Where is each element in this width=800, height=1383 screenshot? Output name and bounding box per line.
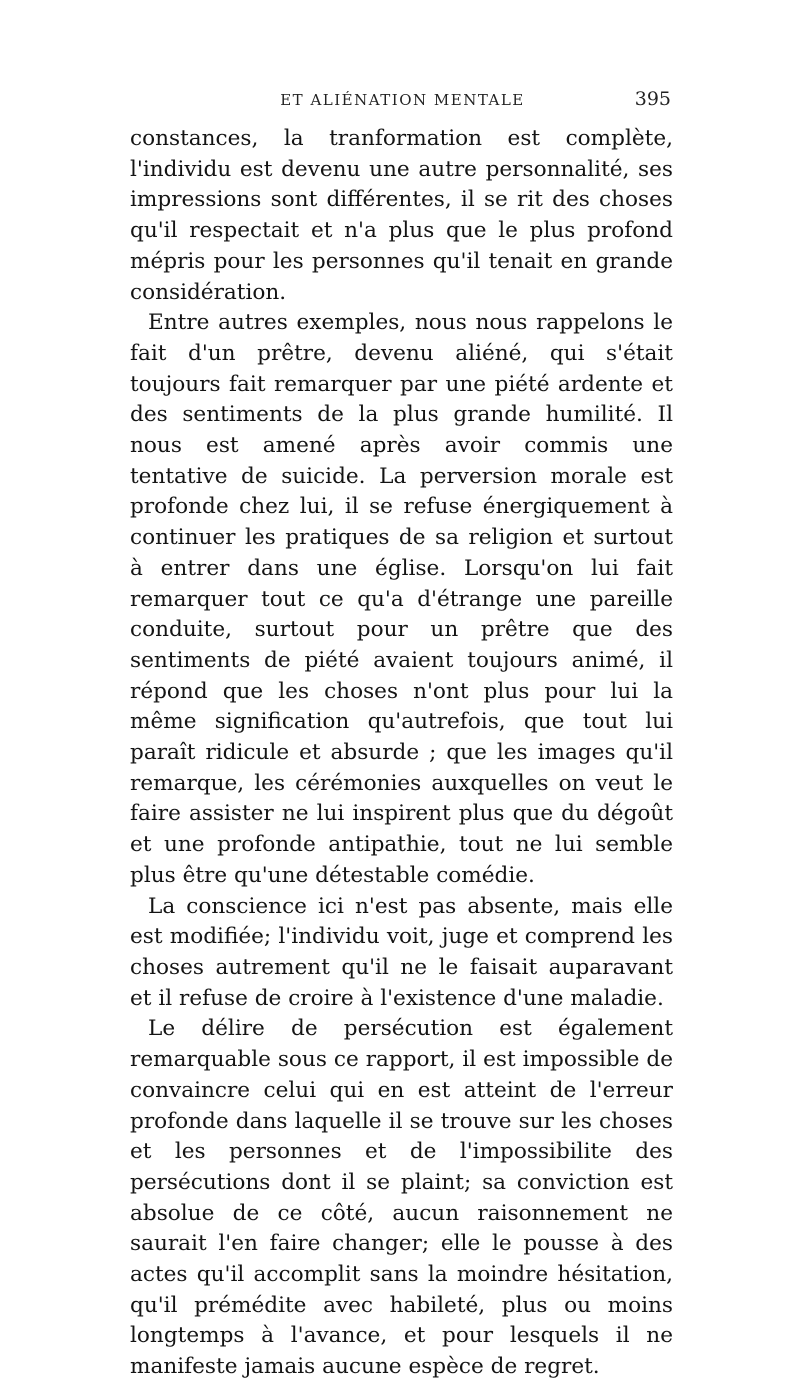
paragraph-priest-example: Entre autres exemples, nous nous rappelons le fait d'un prêtre, devenu aliéné, qui s'était toujours fait remarquer par une piété ardente et des sentiments de la plus grande humilité. Il nous est amené après avoir commis une tentative de suicide. La perversion morale est profonde chez lui, il se refuse énergiquement à continuer les pratiques de sa religion et surtout à entrer dans une église. Lorsqu'on lui fait remarquer tout ce qu'a d'étrange une pareille conduite, surtout pour un prêtre que des sentiments de piété avaient toujours animé, il répond que les choses n'ont plus pour lui la même signification qu'autrefois, que tout lui paraît ridicule et absurde ; que les images qu'il remarque, les cérémonies auxquelles on veut le faire assister ne lui inspirent plus que du dégoût et une profonde antipathie, tout ne lui semble plus être qu'une détestable comédie.	[130, 310, 673, 888]
running-title: ET ALIÉNATION MENTALE	[280, 91, 525, 109]
running-head	[130, 88, 675, 117]
body-text	[130, 124, 673, 1383]
paragraph-conscience: La conscience ici n'est pas absente, mais elle est modifiée; l'individu voit, juge et comprend les choses autrement qu'il ne le faisait auparavant et il refuse de croire à l'existence d'une maladie.	[130, 893, 673, 1011]
paragraph-continuation: constances, la tranformation est complète, l'individu est devenu une autre personnalité, ses impressions sont différentes, il se rit des choses qu'il respectait et n'a plus que le plus profond mépris pour les personnes qu'il tenait en grande considération.	[130, 126, 673, 305]
paragraph-persecution-delusion: Le délire de persécution est également remarquable sous ce rapport, il est impossible de convaincre celui qui en est atteint de l'erreur profonde dans laquelle il se trouve sur les choses et les personnes et de l'impossibilite des persécutions dont il se plaint; sa conviction est absolue de ce côté, aucun raisonnement ne saurait l'en faire changer; elle le pousse à des actes qu'il accomplit sans la moindre hésitation, qu'il prémédite avec habileté, plus ou moins longtemps à l'avance, et pour lesquels il ne manifeste jamais aucune espèce de regret.	[130, 1016, 673, 1380]
page-number: 395	[634, 88, 671, 110]
